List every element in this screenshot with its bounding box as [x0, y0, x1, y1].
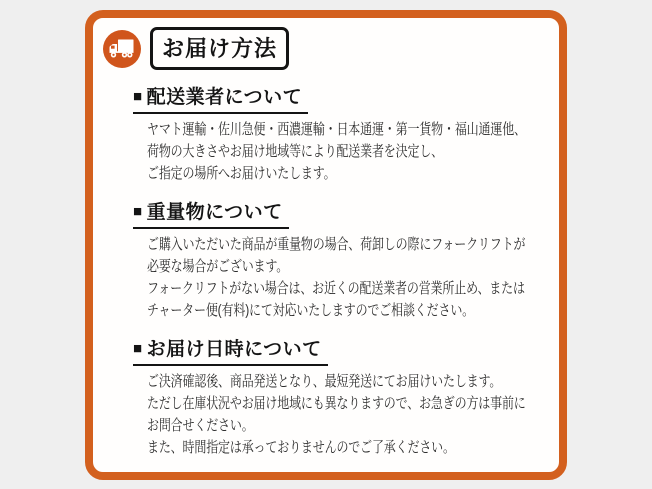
delivery-info-panel [85, 10, 567, 480]
body-line: また、時間指定は承っておりませんのでご了承ください。 [147, 439, 455, 456]
section-delivery-datetime [133, 334, 559, 459]
section-heavy-items-title-text: 重量物について [146, 202, 283, 223]
section-carriers [133, 82, 559, 185]
section-carriers-title-text: 配送業者について [146, 87, 303, 108]
body-line: ヤマト運輸・佐川急便・西濃運輸・日本通運・第一貨物・福山通運他、 [147, 121, 526, 138]
body-line: ただし在庫状況やお届け地域にも異なりますので、お急ぎの方は事前に [147, 395, 526, 412]
truck-icon [103, 30, 141, 68]
section-heavy-items-title [133, 197, 289, 229]
body-line: 荷物の大きさやお届け地域等により配送業者を決定し、 [147, 143, 444, 160]
section-delivery-datetime-title [133, 334, 328, 366]
body-line: フォークリフトがない場合は、お近くの配送業者の営業所止め、または [147, 280, 525, 297]
section-delivery-datetime-title-text: お届け日時について [146, 339, 322, 360]
body-line: チャーター便(有料)にて対応いたしますのでご相談ください。 [147, 302, 474, 319]
square-bullet-icon: ■ [133, 340, 143, 357]
body-line: ご指定の場所へお届けいたします。 [147, 165, 336, 182]
section-carriers-title [133, 82, 308, 114]
body-line: 必要な場合がございます。 [147, 258, 289, 275]
section-heavy-items [133, 197, 559, 322]
body-line: お問合せください。 [147, 417, 254, 434]
body-line: ご決済確認後、商品発送となり、最短発送にてお届けいたします。 [147, 373, 502, 390]
section-delivery-datetime-body [147, 371, 559, 459]
section-heavy-items-body [147, 234, 559, 322]
panel-header [103, 27, 559, 70]
body-line: ご購入いただいた商品が重量物の場合、荷卸しの際にフォークリフトが [147, 236, 526, 253]
page-title: お届け方法 [150, 27, 289, 70]
square-bullet-icon: ■ [133, 203, 143, 220]
section-carriers-body [147, 119, 559, 185]
square-bullet-icon: ■ [133, 88, 143, 105]
